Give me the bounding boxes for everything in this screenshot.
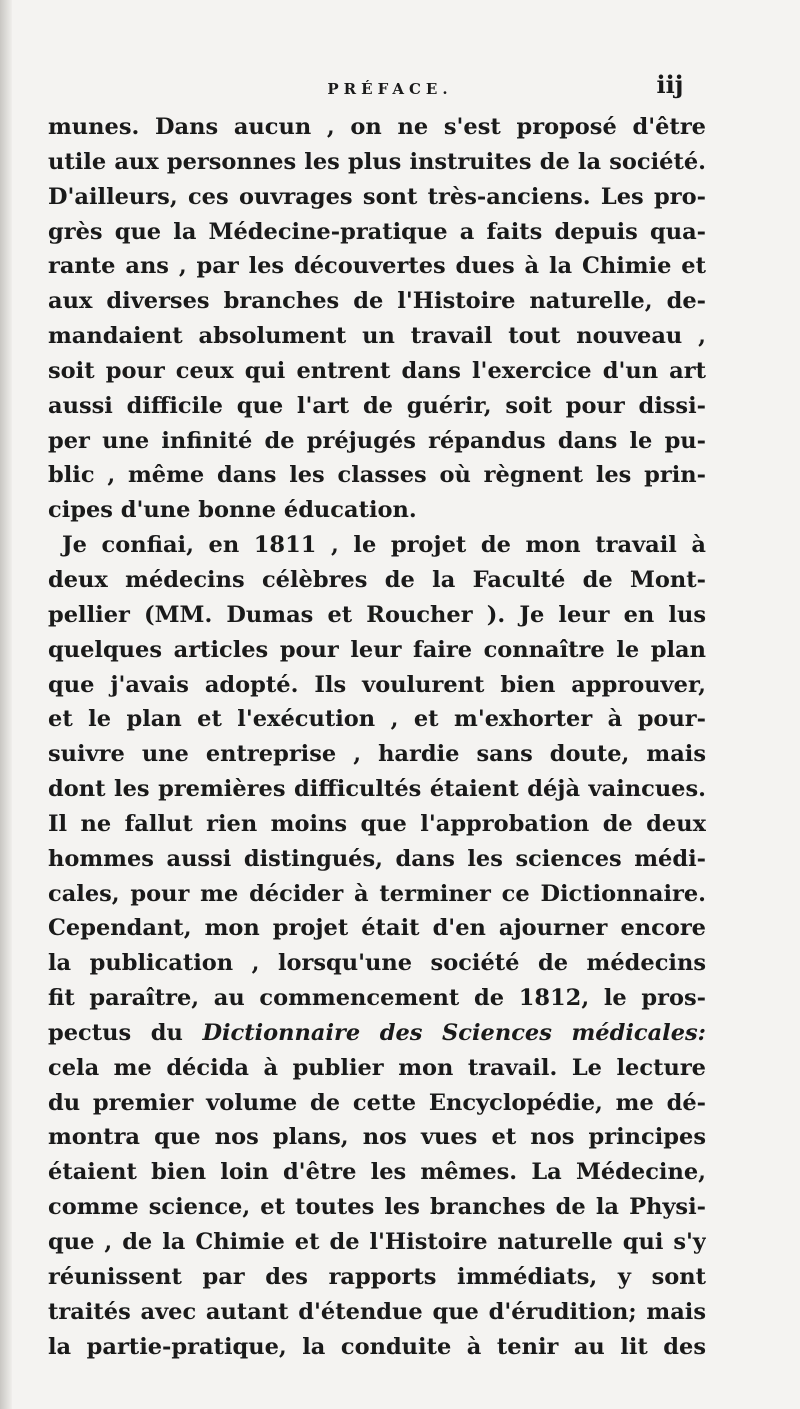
text-line: soit pour ceux qui entrent dans l'exercice d'un art — [48, 357, 706, 384]
text-line: fit paraître, au commencement de 1812, le pros- — [48, 985, 706, 1012]
text-line: traités avec autant d'étendue que d'érudition; mais — [48, 1298, 706, 1325]
text-line: Il ne fallut rien moins que l'approbation de deux — [48, 810, 706, 837]
text-line: hommes aussi distingués, dans les sciences médi- — [48, 845, 706, 872]
text-line: que j'avais adopté. Ils voulurent bien approuver, — [48, 671, 706, 698]
text-line: aussi difficile que l'art de guérir, soit pour dissi- — [48, 392, 706, 419]
text-line: mandaient absolument un travail tout nouveau , — [48, 323, 706, 350]
text-line: Cependant, mon projet était d'en ajourner encore — [48, 915, 706, 942]
text-line: grès que la Médecine-pratique a faits depuis qua- — [48, 218, 706, 245]
text-line: réunissent par des rapports immédiats, y sont — [48, 1263, 706, 1290]
text-line: munes. Dans aucun , on ne s'est proposé d'être — [48, 114, 706, 140]
text-line: et le plan et l'exécution , et m'exhorter à pour- — [48, 706, 706, 733]
text-line: que , de la Chimie et de l'Histoire naturelle qui s'y — [48, 1229, 706, 1255]
text-line-with-title — [48, 1016, 706, 1051]
text-line-content: la partie-pratique, la conduite à tenir au lit des — [48, 1333, 706, 1360]
page-edge-shadow — [0, 0, 12, 1409]
paragraph-end-line: cipes d'une bonne éducation. — [48, 497, 417, 524]
text-line: cela me décida à publier mon travail. Le lecture — [48, 1054, 706, 1081]
text-line: per une infinité de préjugés répandus dans le pu- — [48, 427, 706, 454]
text-line: utile aux personnes les plus instruites de la société. — [48, 148, 706, 175]
text-line: deux médecins célèbres de la Faculté de Mont- — [48, 566, 706, 593]
text-line: cales, pour me décider à terminer ce Dictionnaire. — [48, 880, 706, 907]
text-line-start: pectus du — [48, 1019, 183, 1046]
running-head: PRÉFACE. — [327, 80, 453, 98]
text-line: comme science, et toutes les branches de la Physi- — [48, 1194, 706, 1221]
text-line: étaient bien loin d'être les mêmes. La Médecine, — [48, 1159, 706, 1186]
page-number: iij — [656, 70, 684, 99]
body-text — [48, 110, 706, 1364]
text-line: blic , même dans les classes où règnent les prin- — [48, 462, 706, 489]
text-line: du premier volume de cette Encyclopédie, me dé- — [48, 1089, 706, 1116]
text-line: suivre une entreprise , hardie sans doute, mais — [48, 741, 706, 768]
text-line: montra que nos plans, nos vues et nos principes — [48, 1124, 706, 1151]
text-line: dont les premières difficultés étaient déjà vaincues. — [48, 776, 706, 803]
text-line: pellier (MM. Dumas et Roucher ). Je leur en lus — [48, 601, 706, 628]
text-line: la publication , lorsqu'une société de médecins — [48, 950, 706, 977]
text-line — [48, 1330, 706, 1365]
text-line: aux diverses branches de l'Histoire naturelle, de- — [48, 288, 706, 315]
text-line: quelques articles pour leur faire connaître le plan — [48, 636, 706, 663]
text-line: rante ans , par les découvertes dues à la Chimie et — [48, 253, 706, 280]
paragraph-start-line: Je confiai, en 1811 , le projet de mon travail à — [62, 532, 706, 559]
italic-work-title: Dictionnaire des Sciences médicales: — [202, 1019, 706, 1046]
text-line: D'ailleurs, ces ouvrages sont très-anciens. Les pro- — [48, 183, 706, 210]
